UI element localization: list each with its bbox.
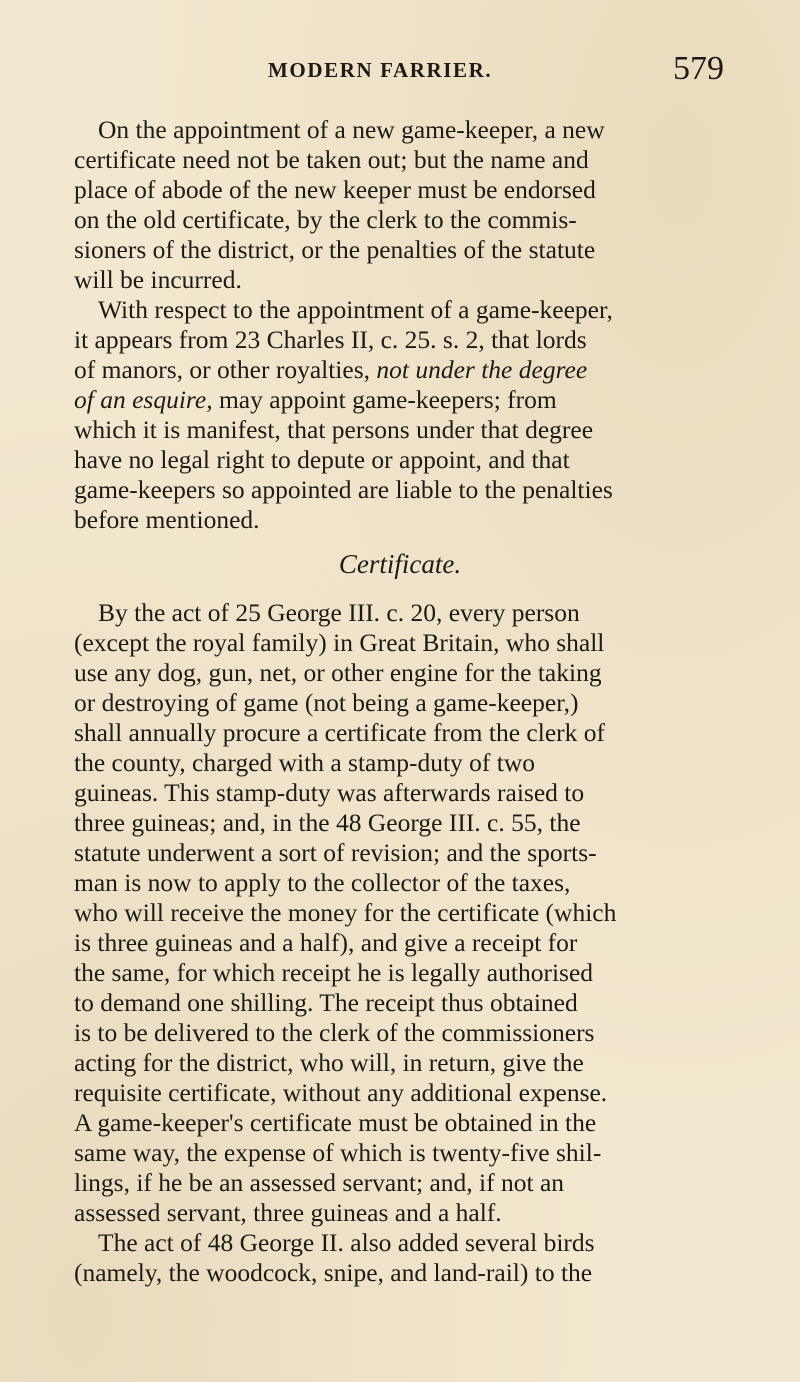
section-heading: Certificate. bbox=[338, 549, 462, 579]
text-line: game-keepers so appointed are liable to the penalties bbox=[74, 475, 613, 504]
text-line: The act of 48 George II. also added several birds bbox=[98, 1228, 595, 1257]
text-line: A game-keeper's certificate must be obtained in the bbox=[74, 1108, 597, 1137]
text-line bbox=[74, 355, 587, 385]
text-line: is to be delivered to the clerk of the commissioners bbox=[74, 1018, 595, 1047]
text-line: certificate need not be taken out; but the name and bbox=[74, 145, 589, 174]
text-line: With respect to the appointment of a game-keeper, bbox=[98, 295, 613, 324]
text-line: place of abode of the new keeper must be endorsed bbox=[74, 175, 596, 204]
text-line: the same, for which receipt he is legally authorised bbox=[74, 958, 594, 987]
text-line: who will receive the money for the certificate (which bbox=[74, 898, 617, 927]
text-line: requisite certificate, without any additional expense. bbox=[74, 1078, 608, 1107]
text-line: on the old certificate, by the clerk to the commis- bbox=[74, 205, 577, 234]
italic-phrase: of an esquire, bbox=[74, 385, 213, 414]
text-line: to demand one shilling. The receipt thus obtained bbox=[74, 988, 578, 1017]
text-line: or destroying of game (not being a game-keeper,) bbox=[74, 688, 579, 717]
text-line: shall annually procure a certificate from the clerk of bbox=[74, 718, 605, 747]
text-line: statute underwent a sort of revision; and the sports- bbox=[74, 838, 597, 867]
text-line: have no legal right to depute or appoint, and that bbox=[74, 445, 570, 474]
text-line: lings, if he be an assessed servant; and, if not an bbox=[74, 1168, 565, 1197]
text-line: it appears from 23 Charles II, c. 25. s. 2, that lords bbox=[74, 325, 587, 354]
text-line: acting for the district, who will, in return, give the bbox=[74, 1048, 584, 1077]
running-head bbox=[0, 0, 800, 90]
text-line: before mentioned. bbox=[74, 505, 260, 534]
text-line: By the act of 25 George III. c. 20, every person bbox=[98, 598, 580, 627]
text-line: assessed servant, three guineas and a half. bbox=[74, 1198, 502, 1227]
text-line: the county, charged with a stamp-duty of two bbox=[74, 748, 536, 777]
text-line: use any dog, gun, net, or other engine for the taking bbox=[74, 658, 602, 687]
running-title: MODERN FARRIER. bbox=[268, 58, 493, 82]
text-line: is three guineas and a half), and give a receipt for bbox=[74, 928, 578, 957]
text-line: (except the royal family) in Great Britain, who shall bbox=[74, 628, 605, 657]
text-line: three guineas; and, in the 48 George III. c. 55, the bbox=[74, 808, 581, 837]
text-line: On the appointment of a new game-keeper, a new bbox=[98, 115, 605, 144]
text-line: same way, the expense of which is twenty-five shil- bbox=[74, 1138, 602, 1167]
text-line: (namely, the woodcock, snipe, and land-rail) to the bbox=[74, 1258, 593, 1287]
text-line bbox=[74, 385, 557, 415]
text-line: man is now to apply to the collector of the taxes, bbox=[74, 868, 571, 897]
text-line: guineas. This stamp-duty was afterwards raised to bbox=[74, 778, 585, 807]
text-segment: of manors, or other royalties, bbox=[74, 355, 371, 384]
text-segment: may appoint game-keepers; from bbox=[218, 385, 557, 414]
text-line: sioners of the district, or the penalties of the statute bbox=[74, 235, 596, 264]
text-line: will be incurred. bbox=[74, 265, 242, 294]
page-number: 579 bbox=[673, 50, 724, 87]
italic-phrase: not under the degree bbox=[376, 355, 588, 384]
text-line: which it is manifest, that persons under that degree bbox=[74, 415, 594, 444]
